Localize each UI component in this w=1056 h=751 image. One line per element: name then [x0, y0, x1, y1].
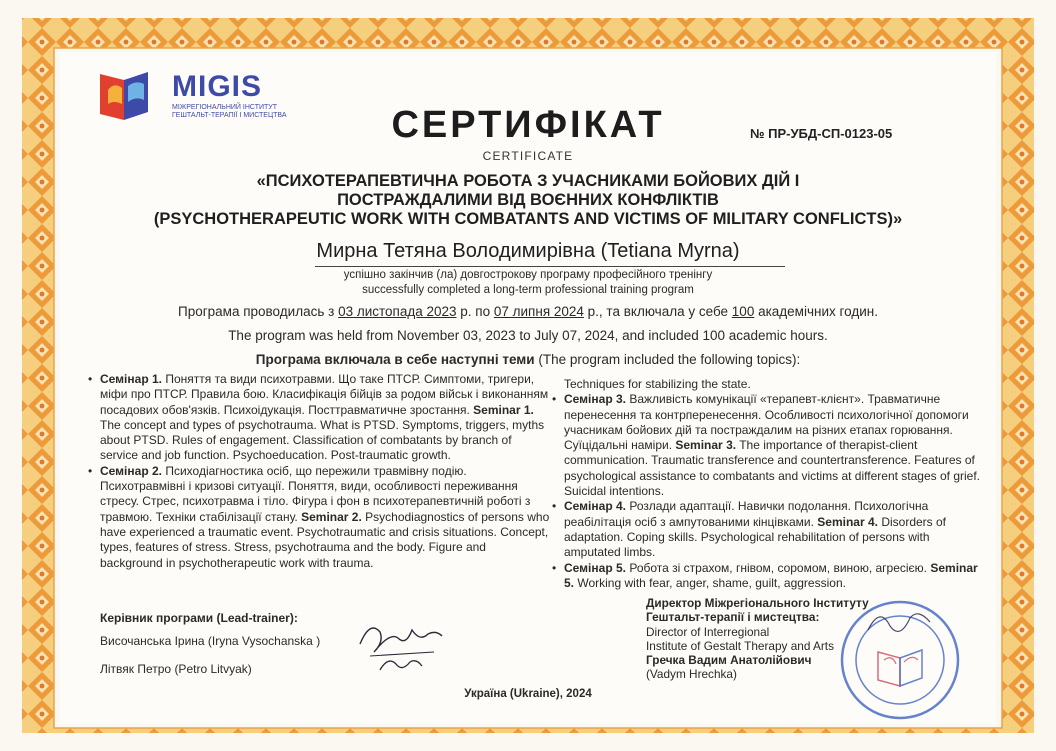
bullet-icon: •	[552, 499, 557, 514]
signature-director	[860, 600, 940, 650]
certificate-number: № ПР-УБД-СП-0123-05	[750, 126, 893, 141]
start-date: 03 листопада 2023	[338, 304, 457, 319]
seminar-2: • Семінар 2. Психодіагностика осіб, що пережили травмівну подію. Психотравмівні і кризові ситуації. Поняття, види, особливості переживання стресу. Стрес, психотравма і тіло. Фігура і фон в психотерапевтичній роботі з травмою. Техніки стабілізації стану. Seminar 2. Psychodiagnostics of persons who have experienced a traumatic event. Psychotraumatic and crisis situations. Concept, types, features of stress. Stress, psychotrauma and the body. Figure and background in psychotherapeutic work with trauma.	[88, 463, 550, 570]
completion-text-en: successfully completed a long-term professional training program	[362, 284, 694, 296]
seminars-left-column	[88, 372, 550, 571]
bullet-icon: •	[552, 392, 557, 407]
seminar-2-continued: Techniques for stabilizing the state.	[564, 377, 751, 391]
lead-trainer-heading: Керівник програми (Lead-trainer):	[100, 611, 298, 625]
seminar-1: • Семінар 1. Поняття та види психотравми. Що таке ПТСР. Симптоми, тригери, міфи про ПТСР. Правила бою. Класифікація бійців за родом військ і виконанням посадових обов'язків. Психоідукація. Посттравматичне зростання. Seminar 1. The concept and types of psychotrauma. What is PTSD. Symptoms, triggers, myths about PTSD. Rules of engagement. Classification of combatants by branch of service and job function. Psychoeducation. Post-traumatic growth.	[88, 372, 549, 463]
bullet-icon: •	[88, 372, 93, 386]
director-name-en: (Vadym Hrechka)	[646, 667, 737, 682]
bullet-icon: •	[88, 463, 93, 478]
migis-logo-text: MIGIS	[172, 70, 263, 103]
topics-heading: Програма включала в себе наступні теми (The program included the following topics):	[255, 352, 801, 367]
signature-trainer	[350, 612, 450, 682]
course-title	[100, 172, 956, 229]
completion-text-ua: успішно закінчив (ла) довгострокову програму професійного тренінгу	[343, 269, 713, 281]
certificate-title: СЕРТИФІКАТ	[391, 104, 665, 146]
certificate-subtitle: CERTIFICATE	[482, 149, 574, 163]
lead-trainer-2: Літвяк Петро (Petro Litvyak)	[100, 662, 252, 676]
director-name-ua: Гречка Вадим Анатолійович	[646, 653, 812, 668]
seminar-5: • Семінар 5. Робота зі страхом, гнівом, соромом, виною, агресією. Seminar 5. Working with fear, anger, shame, guilt, aggression.	[552, 560, 978, 590]
lead-trainer-1: Височанська Ірина (Iryna Vysochanska )	[100, 634, 321, 648]
course-title-line-3: (PSYCHOTHERAPEUTIC WORK WITH COMBATANTS AND VICTIMS OF MILITARY CONFLICTS)»	[153, 210, 903, 228]
seminar-3: • Семінар 3. Важливість комунікації «терапевт-клієнт». Травматичне перенесення та контрперенесення. Особливості психологічної допомоги учасникам бойових дій та постраждалим на різних етапах горювання. Суїцідальні наміри. Seminar 3. The importance of therapist-client communication. Traumatic transference and countertransference. Features of psychological assistance to combatants and victims at different stages of grief. Suicidal intentions.	[552, 392, 980, 499]
seminar-4: • Семінар 4. Розлади адаптації. Навички подолання. Психологічна реабілітація осіб з ампутованими кінцівками. Seminar 4. Disorders of adaptation. Coping skills. Psychological rehabilitation of persons with amputated limbs.	[552, 499, 947, 560]
bullet-icon: •	[552, 560, 557, 575]
course-title-line-2: ПОСТРАЖДАЛИМИ ВІД ВОЄННИХ КОНФЛІКТІВ	[337, 191, 719, 209]
place-year: Україна (Ukraine), 2024	[464, 688, 592, 700]
program-dates-en: The program was held from November 03, 2023 to July 07, 2024, and included 100 academic hours.	[228, 328, 828, 343]
director-block: Директор Міжрегіонального Інституту Гештальт-терапії і мистецтва: Director of Interregional Institute of Gestalt Therapy and Arts Гречка Вадим Анатолійович (Vadym Hrechka)	[646, 596, 886, 682]
seminars-right-column	[552, 377, 982, 591]
recipient-name: Мирна Тетяна Володимирівна (Tetiana Myrna)	[316, 240, 740, 262]
course-title-line-1: «ПСИХОТЕРАПЕВТИЧНА РОБОТА З УЧАСНИКАМИ БОЙОВИХ ДІЙ І	[256, 172, 800, 190]
migis-logo-subtitle: МІЖРЕГІОНАЛЬНИЙ ІНСТИТУТ ГЕШТАЛЬТ-ТЕРАПІЇ І МИСТЕЦТВА	[172, 104, 287, 119]
program-dates-ua: Програма проводилась з 03 листопада 2023 р. по 07 липня 2024 р., та включала у себе 100 академічних годин.	[178, 304, 878, 319]
end-date: 07 липня 2024	[493, 304, 584, 319]
name-underline	[315, 266, 785, 267]
hours: 100	[731, 304, 755, 319]
